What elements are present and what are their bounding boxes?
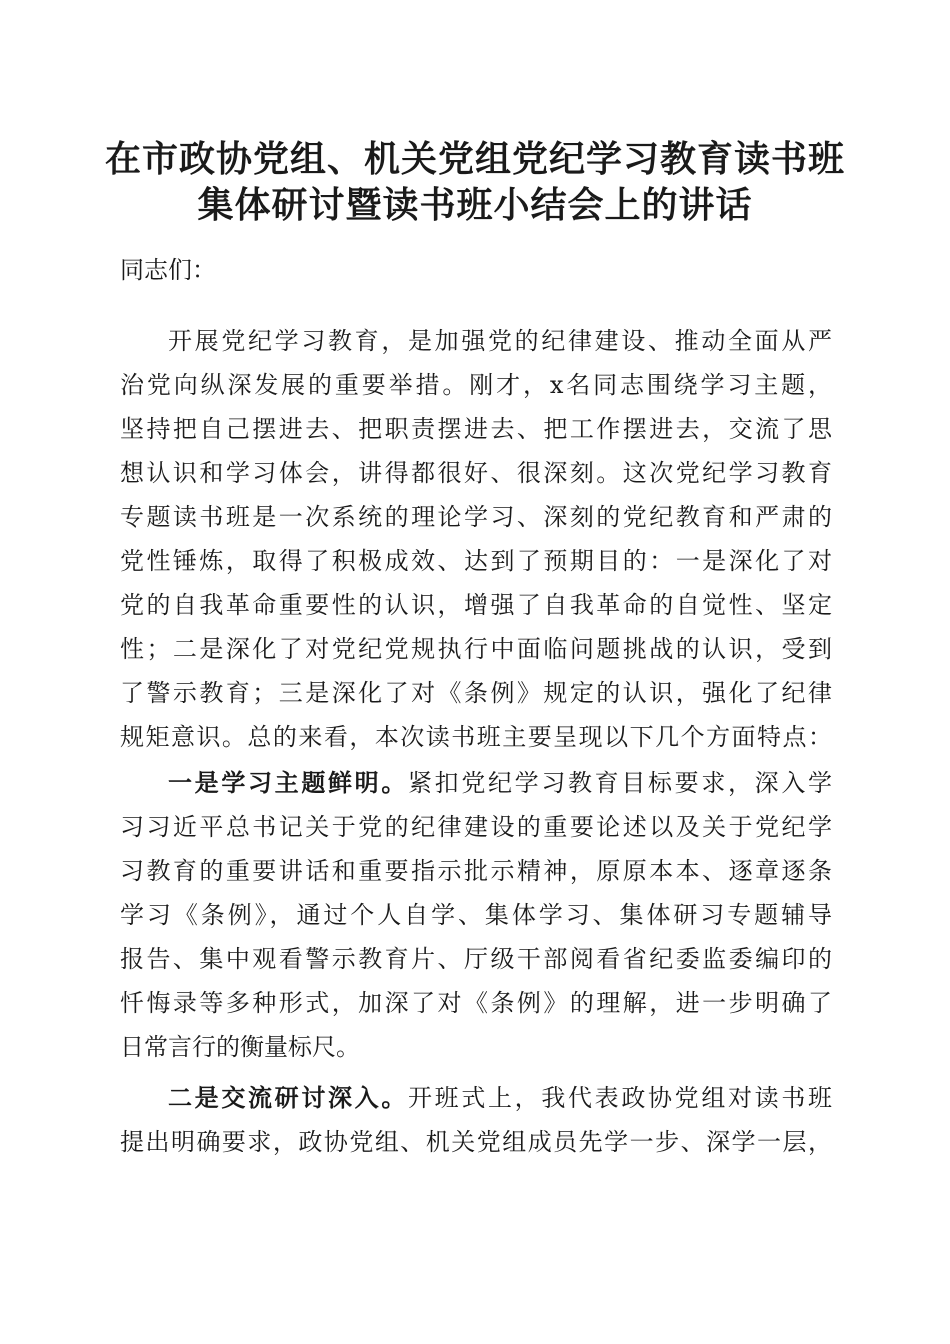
para1-line: 坚持把自己摆进去、把职责摆进去、把工作摆进去，交流了思 [120, 415, 832, 443]
para1-line: 规矩意识。总的来看，本次读书班主要呈现以下几个方面特点： [120, 723, 832, 751]
para3-lead: 二是交流研讨深入。 [168, 1083, 408, 1112]
para2-line: 习教育的重要讲话和重要指示批示精神，原原本本、逐章逐条 [120, 857, 832, 885]
para2-first-line [168, 768, 832, 798]
para2-lead: 一是学习主题鲜明。 [168, 768, 408, 797]
para2-line: 习习近平总书记关于党的纪律建设的重要论述以及关于党纪学 [120, 813, 832, 841]
para2-line: 日常言行的衡量标尺。 [120, 1033, 360, 1061]
para1-line: 党性锤炼，取得了积极成效、达到了预期目的：一是深化了对 [120, 547, 832, 575]
salutation: 同志们： [120, 256, 216, 284]
para3-line: 提出明确要求，政协党组、机关党组成员先学一步、深学一层， [120, 1128, 832, 1156]
para1-line: 专题读书班是一次系统的理论学习、深刻的党纪教育和严肃的 [120, 503, 832, 531]
para1-line: 开展党纪学习教育，是加强党的纪律建设、推动全面从严 [168, 327, 832, 355]
para1-line: 性；二是深化了对党纪党规执行中面临问题挑战的认识，受到 [120, 635, 832, 663]
title-line-2: 集体研讨暨读书班小结会上的讲话 [197, 184, 753, 226]
para1-line: 党的自我革命重要性的认识，增强了自我革命的自觉性、坚定 [120, 591, 832, 619]
para3-first-rest: 开班式上，我代表政协党组对读书班 [408, 1084, 832, 1112]
title-line-1: 在市政协党组、机关党组党纪学习教育读书班 [104, 138, 845, 180]
para1-line: 了警示教育；三是深化了对《条例》规定的认识，强化了纪律 [120, 679, 832, 707]
para3-first-line [168, 1083, 832, 1113]
para1-line: 想认识和学习体会，讲得都很好、很深刻。这次党纪学习教育 [120, 459, 832, 487]
para2-line: 报告、集中观看警示教育片、厅级干部阅看省纪委监委编印的 [120, 945, 832, 973]
para2-first-rest: 紧扣党纪学习教育目标要求，深入学 [408, 769, 832, 797]
para1-line: 治党向纵深发展的重要举措。刚才，x名同志围绕学习主题， [120, 371, 832, 399]
para2-line: 忏悔录等多种形式，加深了对《条例》的理解，进一步明确了 [120, 989, 832, 1017]
para2-line: 学习《条例》，通过个人自学、集体学习、集体研习专题辅导 [120, 901, 832, 929]
